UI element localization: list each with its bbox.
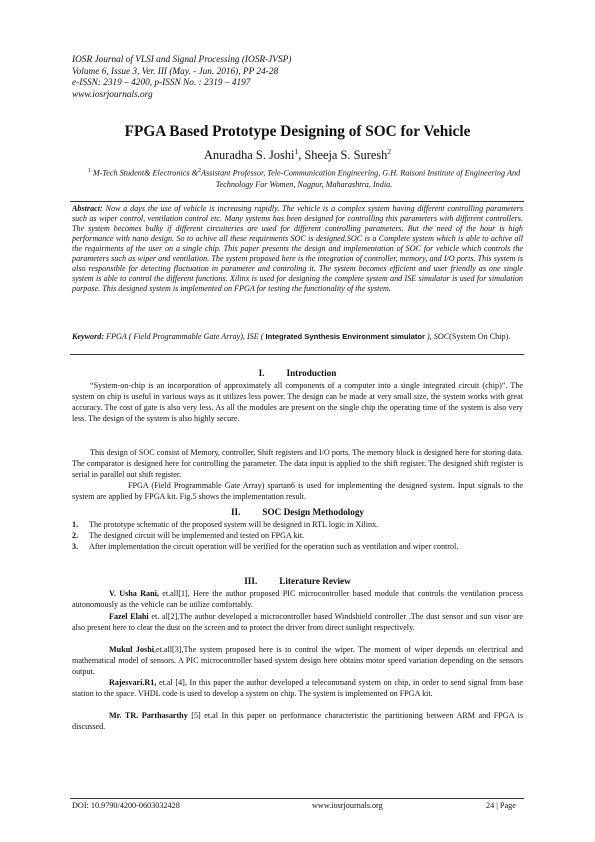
author-1: Anuradha S. Joshi	[203, 148, 295, 163]
list-number: 1.	[72, 520, 79, 529]
author-line	[0, 147, 595, 163]
list-number: 3.	[72, 541, 79, 551]
reference-author: Rajesvari.R1,	[109, 678, 157, 687]
literature-paragraph-5	[72, 711, 523, 733]
affiliation-sup-1: 1	[87, 168, 91, 174]
intro-paragraph-3	[72, 481, 523, 503]
literature-paragraph-1	[72, 589, 523, 611]
list-item	[72, 542, 523, 553]
section-number: I.	[258, 368, 265, 378]
footer-page-number: 24 | Page	[486, 801, 516, 810]
keywords-part-2: ), SOC	[424, 332, 450, 341]
reference-text: et.all[1], Here the author proposed PIC microcontroller based module that controls the ventilation process autonomously as the vehicle can be utilize comfortably.	[72, 589, 524, 609]
abstract-text: Now a days the use of vehicle is increasing rapidly. The vehicle is a complex system having different controlling parameters such as wiper control, ventilation control etc. Many systems has been designed for controlling this parameters with different controllers. The system becomes bulky if different circuiteries are used for different controlling parameters. But the need of the hour is high performance with nano design. So to achive all these requirments SOC is designed.SOC is a Complete system which is able to achive all the requirments of the user on a single chip. This paper presents the design and implementation of SOC for vehicle which controls the parameters such as wiper and ventilation. The system proposed here is the integration of controller, memory, and I/O ports. This system is also responsible for detecting fluctuation in parameter and controling it. The system becomes efficient and user friendly as one single system is able to control the different functions. Xilinx is used for designing the complete system and ISE simulator is used for simulation purpose. This designed system is implemented on FPGA for testing the functionality of the system.	[72, 204, 524, 293]
list-text: After implementation the circuit operation will be verified for the operation such as ventilation and wiper control.	[89, 541, 459, 551]
keywords-bold: Integrated Synthesis Environment simulator	[265, 332, 425, 341]
section-heading-introduction	[0, 368, 595, 378]
journal-website[interactable]: www.iosrjournals.org	[72, 89, 153, 100]
reference-author: Fazel Elahi	[109, 612, 149, 621]
author-2: Sheeja S. Suresh	[304, 148, 388, 163]
intro-paragraph-2	[72, 448, 523, 481]
list-item	[72, 520, 523, 531]
section-number: III.	[244, 576, 258, 586]
keywords-part-3: (System On Chip).	[449, 332, 511, 341]
section-heading-methodology	[0, 507, 595, 517]
journal-volume: Volume 6, Issue 3, Ver. III (May. - Jun. 2016), PP 24-28	[72, 66, 279, 77]
journal-issn: e-ISSN: 2319 – 4200, p-ISSN No. : 2319 – 4197	[72, 78, 251, 89]
reference-author: V. Usha Rani,	[109, 589, 159, 598]
reference-text: [5] et.al In this paper on performance characteristic the partitioning between ARM and FPGA is discussed.	[72, 711, 523, 731]
keywords	[72, 332, 523, 342]
reference-text: et.al [4], In this paper the author developed a telecommand system on chip, in order to send signal from base station to the space. VHDL code is used to develop a system on chip. The system is implemented on FPGA kit.	[72, 678, 523, 698]
literature-paragraph-4	[72, 678, 523, 700]
section-title: Introduction	[286, 368, 337, 378]
journal-header	[72, 55, 372, 101]
footer-doi[interactable]: DOI: 10.9790/4200-0603032428	[72, 801, 180, 810]
affiliation-part-1: M-Tech Student& Electronics &	[90, 168, 198, 178]
affiliation	[74, 166, 534, 190]
list-text: The designed circuit will be implemented and tested on FPGA kit.	[89, 530, 305, 540]
list-item	[72, 531, 523, 542]
list-text: The prototype schematic of the proposed system will be designed in RTL logic in Xilinx.	[89, 520, 379, 529]
list-number: 2.	[72, 530, 79, 540]
paper-title: FPGA Based Prototype Designing of SOC for Vehicle	[124, 123, 471, 140]
paragraph-text: This design of SOC consist of Memory, controller, Shift registers and I/O ports. The memory block is designed here for storing data. The comparator is designed here for controlling the parameter. The data input is applied to the shift register. The designed shift register is serial in parallel out shift register.	[72, 448, 523, 479]
affiliation-part-2: Assistant Professor, Tele-Communication Engineering, G.H. Raisoni Institute of Engineering And Technology For Women, Nagpur, Maharashtra, India.	[200, 168, 521, 189]
affiliation-sup-2: 2	[197, 168, 201, 174]
reference-text: et. al[2],The author developed a microcontroller based Windshield controller .The dust sensor and sun visor are also present here to clear the dust on the screen and to protect the driver from direct sunlight respectively.	[72, 612, 523, 632]
abstract	[72, 204, 523, 294]
journal-name: IOSR Journal of VLSI and Signal Processing (IOSR-JVSP)	[72, 55, 292, 65]
paragraph-text: FPGA (Field Programmable Gate Array) spartan6 is used for implementing the designed system. Input signals to the system are applied by FPGA kit. Fig.5 shows the implementation result.	[72, 481, 523, 501]
methodology-list	[72, 520, 523, 553]
literature-paragraph-3	[72, 645, 523, 678]
intro-paragraph-1	[72, 381, 523, 425]
reference-author: Mr. TR. Parthasarthy	[109, 711, 188, 720]
literature-paragraph-2	[72, 612, 523, 634]
footer-rule	[70, 798, 524, 799]
section-heading-literature	[0, 576, 595, 586]
section-number: II.	[230, 507, 241, 517]
keywords-part-1: FPGA ( Field Programmable Gate Array), ISE (	[104, 332, 266, 341]
paragraph-text: “System-on-chip is an incorporation of approximately all components of a computer into a single integrated circuit (chip)”. The system on chip is useful in various ways as it utilizes less power. The design can be made at very small size, the system works with great accuracy. The cost of gate is also very less. As all the modules are present on the single chip the operating time of the system is also very less. The design of the system is also highly secure.	[72, 381, 523, 423]
reference-text: ,et.all[3],The system proposed here is to control the wiper. The moment of wiper depends on electrical and mathematical model of sensors. A PIC microcontroller based system design here obtains motor speed variation depending on the sensors output.	[72, 645, 523, 676]
author-1-sup: 1	[294, 147, 299, 156]
reference-author: Mukul Joshi	[109, 645, 154, 654]
abstract-label: Abstract:	[72, 204, 103, 213]
section-title: Literature Review	[279, 576, 351, 586]
author-separator: ,	[298, 148, 305, 163]
section-title: SOC Design Methodology	[262, 507, 365, 517]
keywords-label: Keyword:	[72, 332, 105, 341]
author-2-sup: 2	[387, 147, 392, 156]
footer-website[interactable]: www.iosrjournals.org	[312, 801, 383, 810]
